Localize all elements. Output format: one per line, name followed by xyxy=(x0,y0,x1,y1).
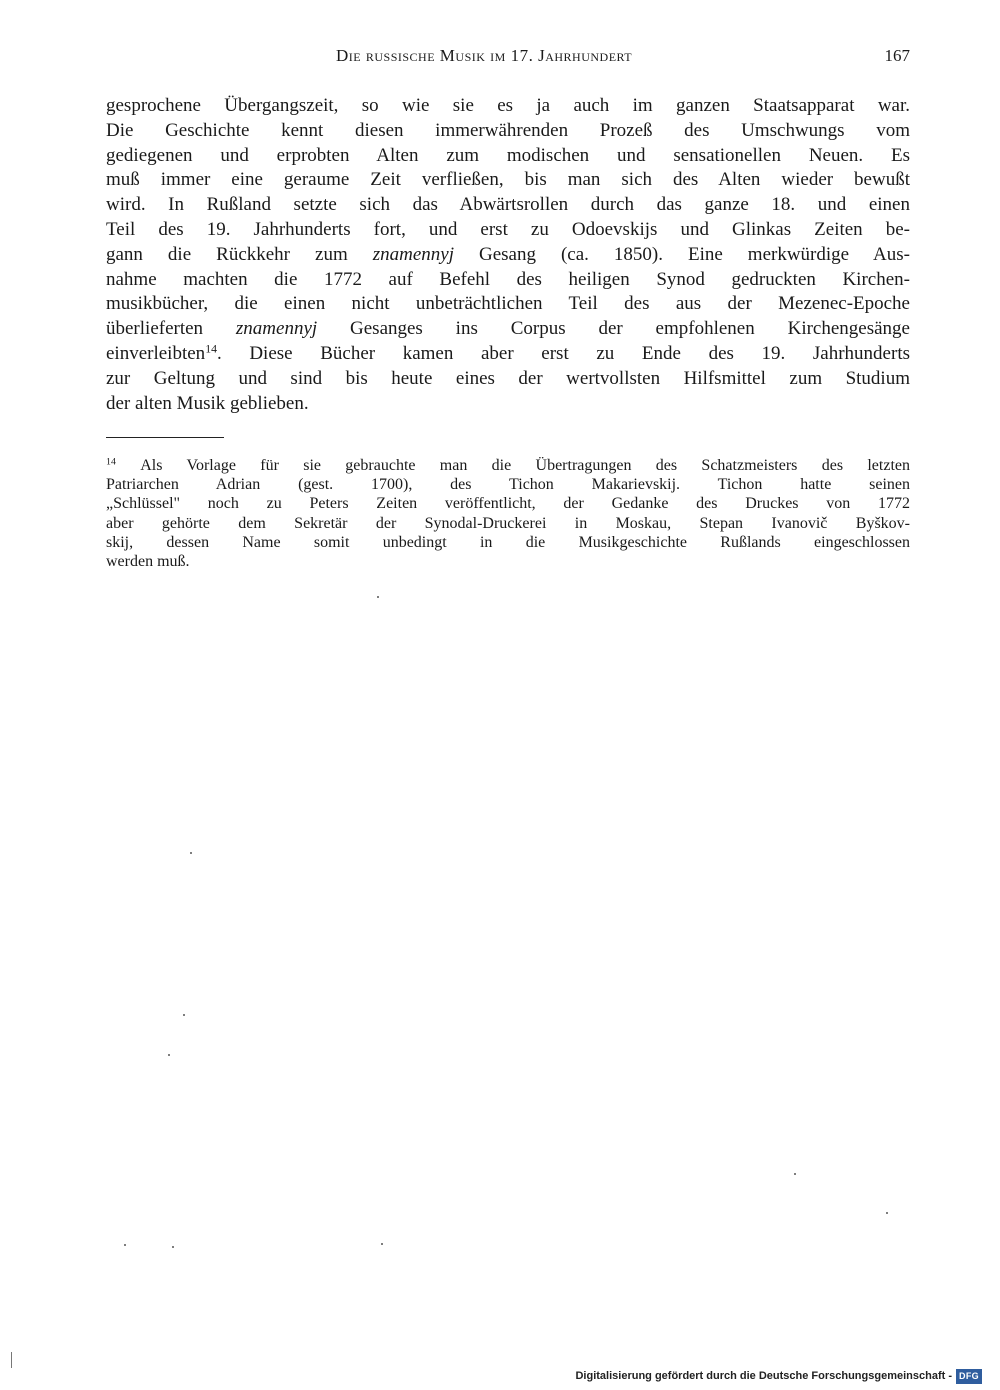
italic-term: znamennyj xyxy=(235,318,318,340)
text-line: überlieferten znamennyj Gesanges ins Corpus der empfohlenen Kirchengesänge xyxy=(106,318,910,340)
text-line: gediegenen und erprobten Alten zum modischen und sensationellen Neuen. Es xyxy=(106,144,910,166)
text-line: gann die Rückkehr zum znamennyj Gesang (ca. 1850). Eine merkwürdige Aus- xyxy=(106,243,910,265)
footnote-reference: 14 xyxy=(205,342,217,356)
text-line: Die Geschichte kennt diesen immerwährenden Prozeß des Umschwungs vom xyxy=(106,119,910,141)
credit-text: Digitalisierung gefördert durch die Deutsche Forschungsgemeinschaft - xyxy=(575,1370,952,1382)
dfg-logo: DFG xyxy=(956,1369,982,1384)
body-paragraph xyxy=(106,94,910,416)
footnote-marker: 14 xyxy=(106,456,116,468)
text-line: Teil des 19. Jahrhunderts fort, und erst zu Odoevskijs und Glinkas Zeiten be- xyxy=(106,218,910,240)
page-number: 167 xyxy=(884,46,910,65)
footnote xyxy=(106,456,910,571)
italic-term: znamennyj xyxy=(372,243,454,265)
running-title: Die russische Musik im 17. Jahrhundert xyxy=(336,46,633,65)
text-line: einverleibten$^{14}$. Diese Bücher kamen aber erst zu Ende des 19. Jahrhunderts xyxy=(106,342,910,364)
footnote-line: $^{14}$ Als Vorlage für sie gebrauchte man die Übertragungen des Schatzmeisters des letzten xyxy=(106,456,910,474)
text-line: nahme machten die 1772 auf Befehl des heiligen Synod gedruckten Kirchen- xyxy=(106,268,910,290)
text-line: wird. In Rußland setzte sich das Abwärtsrollen durch das ganze 18. und einen xyxy=(106,194,910,216)
digitization-credit xyxy=(575,1366,982,1386)
footnote-line: „Schlüssel" noch zu Peters Zeiten veröffentlicht, der Gedanke des Druckes von 1772 xyxy=(106,495,910,513)
footnote-line: werden muß. xyxy=(106,552,190,570)
text-line: der alten Musik geblieben. xyxy=(106,392,309,414)
footnote-separator xyxy=(106,437,224,438)
text-line: zur Geltung und sind bis heute eines der wertvollsten Hilfsmittel zum Studium xyxy=(106,367,910,389)
text-line: musikbücher, die einen nicht unbeträchtlichen Teil des aus der Mezenec-Epoche xyxy=(106,293,910,315)
running-header xyxy=(106,46,910,70)
footnote-line: Patriarchen Adrian (gest. 1700), des Tichon Makarievskij. Tichon hatte seinen xyxy=(106,476,910,494)
text-line: muß immer eine geraume Zeit verfließen, bis man sich des Alten wieder bewußt xyxy=(106,169,910,191)
scan-edge-mark xyxy=(11,1352,12,1368)
footnote-line: aber gehörte dem Sekretär der Synodal-Druckerei in Moskau, Stepan Ivanovič Byškov- xyxy=(106,514,910,532)
footnote-line: skij, dessen Name somit unbedingt in die Musikgeschichte Rußlands eingeschlossen xyxy=(106,533,910,551)
text-line: gesprochene Übergangszeit, so wie sie es ja auch im ganzen Staatsapparat war. xyxy=(106,95,910,116)
